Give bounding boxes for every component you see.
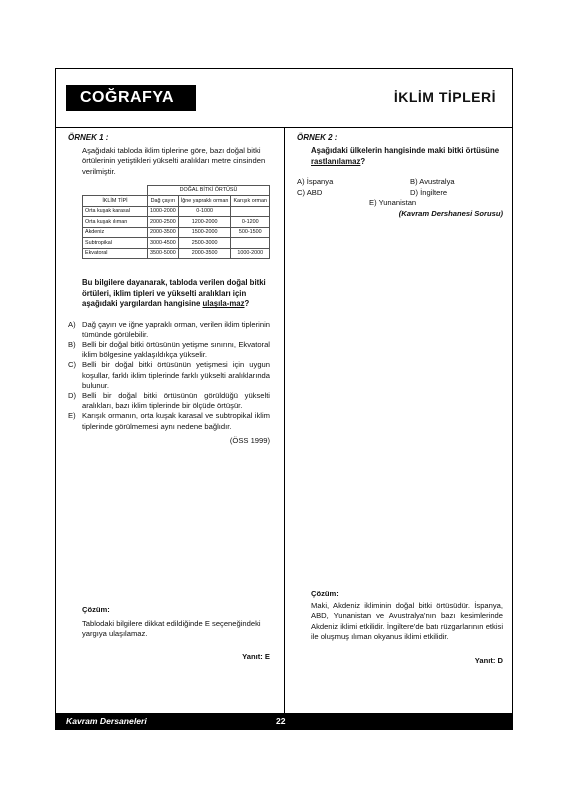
table-row — [83, 248, 270, 259]
answer-options — [68, 320, 270, 432]
example-2-solution — [311, 589, 503, 666]
table-cell — [231, 238, 270, 249]
page-number: 22 — [276, 716, 286, 726]
table-row — [83, 206, 270, 217]
table-cell — [231, 206, 270, 217]
table-cell: 0-1200 — [231, 217, 270, 228]
table-cell: Subtropikal — [83, 238, 148, 249]
option-a[interactable]: A) İspanya — [297, 177, 334, 187]
example-1-heading: ÖRNEK 1 : — [68, 133, 109, 142]
solution-text: Maki, Akdeniz ikliminin doğal bitki örtüsüdür. İspanya, ABD, Yunanistan ve Avustralya'nın bazı kesimlerinde Akdeniz iklimi etkilidir. İngiltere'de batı rüzgarlarının etkisi ile oluşmuş ılıman okyanus iklimi etkilidir. — [311, 601, 503, 641]
option-d[interactable]: D) Belli bir doğal bitki örtüsünün görüldüğü yükselti aralıkları, bazı iklim tiplerinde bir ölçüde örtüşür. — [68, 390, 270, 411]
table-row — [83, 238, 270, 249]
example-1-question: Bu bilgilere dayanarak, tabloda verilen doğal bitki örtüleri, iklim tipleri ve yükselti aralıkları için aşağıdaki yargılardan hangisine ulaşıla-maz? — [82, 278, 266, 309]
table-cell: 3000-4500 — [148, 238, 179, 249]
table-col-header: İKLİM TİPİ — [83, 196, 148, 207]
topic-title: İKLİM TİPLERİ — [393, 89, 496, 105]
table-cell: 2000-3500 — [178, 248, 231, 259]
table-col-header: İğne yapraklı orman — [178, 196, 231, 207]
page-frame — [55, 68, 513, 730]
example-1 — [68, 133, 270, 661]
table-cell: 3500-5000 — [148, 248, 179, 259]
example-2-source: (Kavram Dershanesi Sorusu) — [398, 208, 503, 218]
table-cell: Ekvatoral — [83, 248, 148, 259]
page-header — [56, 69, 512, 128]
footer-brand: Kavram Dersaneleri — [66, 716, 147, 726]
table-col-header: Karışık orman — [231, 196, 270, 207]
table-row — [83, 217, 270, 228]
table-row — [83, 227, 270, 238]
table-cell: 1200-2000 — [178, 217, 231, 228]
example-1-solution — [82, 605, 270, 662]
question-negation: ulaşıla-maz — [202, 299, 245, 309]
answer-options — [297, 177, 503, 198]
example-2 — [297, 133, 503, 666]
answer-label: Yanıt: E — [242, 651, 270, 661]
table-cell: 2000-2500 — [148, 217, 179, 228]
solution-heading: Çözüm: — [82, 605, 110, 614]
option-e[interactable]: E) Yunanistan — [369, 198, 417, 208]
table-cell: 2000-3500 — [148, 227, 179, 238]
climate-table — [82, 185, 270, 260]
table-cell: 2500-3000 — [178, 238, 231, 249]
column-divider — [284, 127, 285, 714]
option-b[interactable]: B) Belli bir doğal bitki örtüsünün yetişme sınırını, Ekvatoral iklim bölgesine yaklaşıldıkça yükselir. — [68, 339, 270, 360]
table-cell: Orta kuşak karasal — [83, 206, 148, 217]
option-a[interactable]: A) Dağ çayırı ve iğne yapraklı orman, verilen iklim tiplerinin tümünde görülebilir. — [68, 319, 270, 339]
table-cell: 1000-2000 — [231, 248, 270, 259]
answer-label: Yanıt: D — [474, 656, 503, 666]
option-e[interactable]: E) Karışık ormanın, orta kuşak karasal ve subtropikal iklim tiplerinde görülmemesi aynı nedene bağlıdır. — [68, 411, 270, 431]
question-negation: rastlanılamaz — [311, 156, 361, 166]
table-cell: Orta kuşak ılıman — [83, 217, 148, 228]
table-group-header: DOĞAL BİTKİ ÖRTÜSÜ — [148, 185, 270, 196]
example-1-intro: Aşağıdaki tabloda iklim tiplerine göre, bazı doğal bitki örtülerinin yetiştikleri yükselti aralıkları metre cinsinden verilmiştir. — [82, 146, 266, 176]
page-footer — [56, 713, 512, 729]
subject-title: COĞRAFYA — [66, 85, 196, 111]
option-b[interactable]: B) Avustralya — [410, 177, 455, 187]
example-2-question: Aşağıdaki ülkelerin hangisinde maki bitki örtüsüne rastlanılamaz? — [311, 146, 500, 166]
example-1-source: (ÖSS 1999) — [229, 435, 270, 445]
solution-heading: Çözüm: — [311, 589, 339, 598]
solution-text: Tablodaki bilgilere dikkat edildiğinde E seçeneğindeki yargıya ulaşılamaz. — [82, 619, 261, 639]
table-cell: 1000-2000 — [148, 206, 179, 217]
table-cell: 500-1500 — [231, 227, 270, 238]
option-c[interactable]: C) Belli bir doğal bitki örtüsünün yetişmesi için uygun koşullar, farklı iklim tiplerinde farklı yükselti aralıklarında bulunur. — [68, 360, 270, 390]
option-c[interactable]: C) ABD — [297, 188, 323, 198]
example-2-heading: ÖRNEK 2 : — [297, 133, 338, 142]
table-col-header: Dağ çayırı — [148, 196, 179, 207]
table-cell: 0-1000 — [178, 206, 231, 217]
table-cell: 1500-2000 — [178, 227, 231, 238]
table-cell: Akdeniz — [83, 227, 148, 238]
option-d[interactable]: D) İngiltere — [410, 188, 448, 198]
